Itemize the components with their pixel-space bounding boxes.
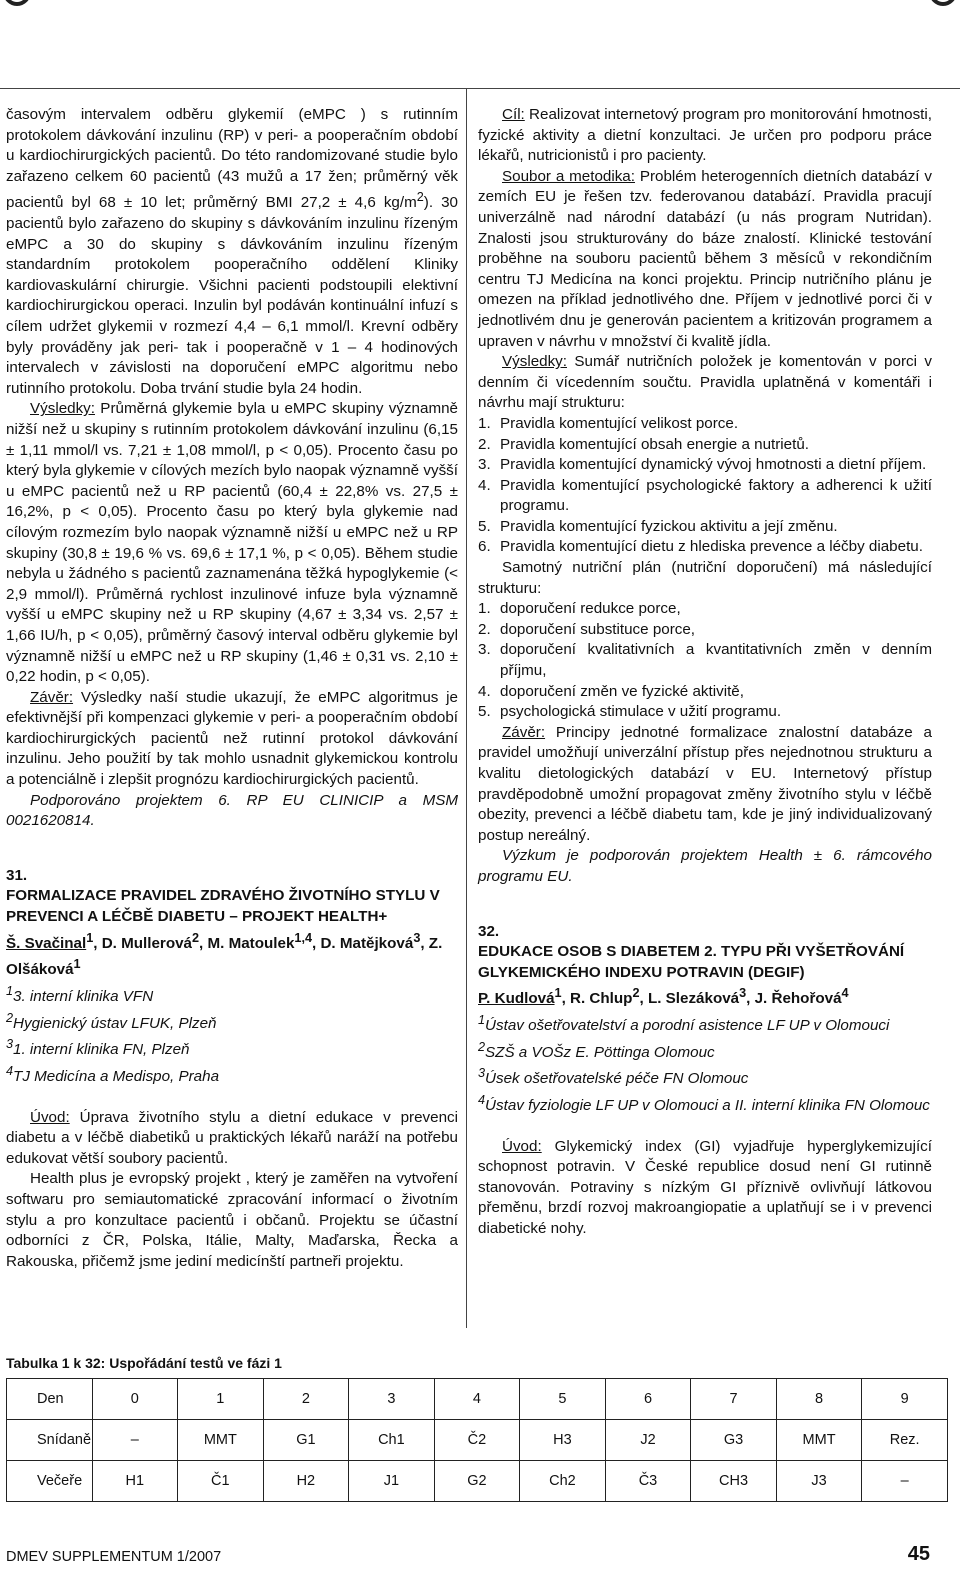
right-column (478, 105, 932, 1240)
table-cell: H1 (92, 1461, 178, 1502)
support-note: Podporováno projektem 6. RP EU CLINICIP a MSM 0021620814. (6, 791, 458, 830)
abstract-32-authors: P. Kudlová$^1$, R. Chlup$^2$, L. Slezáková$^3$, J. Řehořová$^4$ (478, 986, 849, 1008)
list-item: 1. doporučení redukce porce, (478, 600, 681, 618)
abstract-31-number: 31. (6, 866, 28, 884)
conclusion-label: Závěr: (30, 688, 74, 706)
table-cell: – (862, 1461, 948, 1502)
abstract-32-intro: Úvod: Glykemický index (GI) vyjadřuje hyperglykemizující schopnost potravin. V České republice dosud není GI rutinně stanovován. Potraviny s nízkým GI příznivě ovlivňují látkovou přeměnu, brzdí rozvoj makroangiopatie a uplatňují se i v prevenci diabetické nohy. (478, 1137, 932, 1237)
list-item: 2. doporučení substituce porce, (478, 620, 696, 638)
abstract-31-paragraph-2: Health plus je evropský projekt , který je zaměřen na vytvoření softwaru pro semiautomatické zpracování informací o životním stylu a pro konzultace pacientů i občanů. Projektu se účastní odborníci z ČR, Polska, Itálie, Malty, Maďarska, Řecka a Rakouska, přičemž jsme jediní medicínští partneři projektu. (6, 1170, 458, 1270)
table-cell: G1 (263, 1420, 349, 1461)
table-row (7, 1420, 948, 1461)
journal-footer: DMEV SUPPLEMENTUM 1/2007 (6, 1549, 222, 1565)
table-cell: J2 (605, 1420, 691, 1461)
table-cell: 2 (263, 1379, 349, 1420)
table-cell: 1 (178, 1379, 264, 1420)
affiliation: $^1$3. interní klinika VFN (6, 983, 154, 1005)
table-cell: Č1 (178, 1461, 264, 1502)
table-cell: 3 (349, 1379, 435, 1420)
plan-list (478, 599, 932, 723)
list-item: 5. Pravidla komentující fyzickou aktivitu a její změnu. (478, 517, 838, 535)
plan-intro: Samotný nutriční plán (nutriční doporučení) má následující strukturu: (478, 559, 932, 597)
affiliation: $^2$Hygienický ústav LFUK, Plzeň (6, 1010, 217, 1032)
table-cell: Rez. (862, 1420, 948, 1461)
list-item: 3. Pravidla komentující dynamický vývoj hmotnosti a dietní příjem. (478, 456, 927, 474)
affiliation: $^1$Ústav ošetřovatelství a porodní asistence LF UP v Olomouci (478, 1013, 890, 1035)
conclusion-paragraph: Závěr: Principy jednotné formalizace znalostní databáze a pravidel umožňují univerzální přístup přes nejednotnou strukturu a kvalitu dietologických databází v EU. Internetový přístup pravděpodobně umožní propagovat změny životního stylu v léčbě obezity, prevenci a léčbě diabetu tam, kde je jiný individualizovaný postup nereálný. (478, 723, 932, 844)
table-cell: G3 (691, 1420, 777, 1461)
table-cell: Ch2 (520, 1461, 606, 1502)
table-cell: 9 (862, 1379, 948, 1420)
results-paragraph: Výsledky: Sumář nutričních položek je komentován v porci v denním či vícedenním součtu. Pravidla uplatněná v komentáři i návrhu mají strukturu: (478, 353, 932, 412)
affiliation: $^3$Úsek ošetřovatelské péče FN Olomouc (478, 1066, 749, 1088)
left-column (6, 105, 458, 1272)
corner-binding-mark-right (926, 0, 960, 12)
list-item: 4. Pravidla komentující psychologické faktory a adherenci k užití programu. (478, 476, 932, 515)
affiliation: $^4$TJ Medicína a Medispo, Praha (6, 1063, 220, 1085)
methods-paragraph: Soubor a metodika: Problém heterogenních dietních databází v zemích EU je řešen tzv. federovanou databází. Pravidla pracují univerzálně nad národní databází (u nás program Nutridan). Znalosti jsou strukturovány do báze znalostí. Klinické testování proběhne na souboru pacientů během 3 měsíců v rekondičním centru TJ Medicína na konci projektu. Princip nutričního plánu je omezen na příklad jednotlivého dne. Příjem v jednotlivé porci či v jednotlivém dnu je generován pacientem a kritizován programem a upraven v návrhu v množství či kvalitě jídla. (478, 167, 932, 350)
table-row (7, 1379, 948, 1420)
list-item: 2. Pravidla komentující obsah energie a nutrietů. (478, 435, 809, 453)
page-number: 45 (907, 1543, 930, 1565)
top-rule (0, 88, 960, 89)
conclusion-paragraph: Závěr: Výsledky naší studie ukazují, že eMPC algoritmus je efektivnější při kompenzaci glykemie v peri- a pooperačním období kardiochirurgických pacientů než rutinní protokol dávkování inzulinu. Jeho použití by tak mohlo usnadnit glykemickou kontrolu a potenciálně i zlepšit prognózu kardiochirurgických pacientů. (6, 688, 458, 789)
table-cell: Den (7, 1379, 93, 1420)
abstract-32-title: EDUKACE OSOB S DIABETEM 2. TYPU PŘI VYŠETŘOVÁNÍ GLYKEMICKÉHO INDEXU POTRAVIN (DEGIF) (478, 943, 905, 981)
affiliation: $^2$SZŠ a VOŠz E. Pöttinga Olomouc (478, 1039, 715, 1061)
table-cell: Č2 (434, 1420, 520, 1461)
table-cell: 8 (776, 1379, 862, 1420)
table-cell: MMT (776, 1420, 862, 1461)
test-schedule-table (6, 1378, 948, 1502)
affiliation: $^4$Ústav fyziologie LF UP v Olomouci a II. interní klinika FN Olomouc (478, 1092, 930, 1115)
table-cell: 6 (605, 1379, 691, 1420)
table-cell: 7 (691, 1379, 777, 1420)
table-cell: 5 (520, 1379, 606, 1420)
table-cell: J3 (776, 1461, 862, 1502)
table-cell: – (92, 1420, 178, 1461)
table-cell: H3 (520, 1420, 606, 1461)
abstract-31-intro: Úvod: Úprava životního stylu a dietní edukace v prevenci diabetu a v léčbě diabetiků u praktických lékařů naráží na potřebu edukovat větší soubory pacientů. (6, 1108, 458, 1167)
abstract-32-number: 32. (478, 922, 500, 940)
table-cell: J1 (349, 1461, 435, 1502)
table-cell: Snídaně (7, 1420, 93, 1461)
methods-paragraph: časovým intervalem odběru glykemií (eMPC ) s rutinním protokolem dávkování inzulinu (RP) v peri- a pooperačním období u kardiochirurgických pacientů. Do této randomizované studie bylo zařazeno celkem 60 pacientů (43 mužů a 17 žen; průměrný věk pacientů byl 68 ± 10 let; průměrný BMI 27,2 ± 4,6 $kg/m^2$). 30 pacientů bylo zařazeno do skupiny s dávkováním inzulinu řízeným eMPC a 30 do skupiny s dávkováním inzulinu řízeným standardním protokolem pooperačního oddělení Kliniky kardiovaskulární chirurgie. Všichni pacienti podstoupili elektivní kardiochirurgickou operaci. Inzulin byl podáván kontinuální infuzí s cílem udržet glykemii v rozmezí 4,4 – 6,1 mmol/l. Krevní odběry byly prováděny jak peri- tak i pooperačně v 1 – 4 hodinových intervalech v závislosti na doporučení eMPC algoritmu nebo rutinního protokolu. Doba trvání studie byla 24 hodin. (6, 106, 459, 397)
table-cell: 4 (434, 1379, 520, 1420)
table-cell: MMT (178, 1420, 264, 1461)
rules-list (478, 414, 932, 558)
table-caption: Tabulka 1 k 32: Uspořádání testů ve fázi 1 (6, 1355, 282, 1371)
corner-binding-mark-left (0, 0, 34, 12)
table-cell: H2 (263, 1461, 349, 1502)
table-row (7, 1461, 948, 1502)
table-cell: 0 (92, 1379, 178, 1420)
aim-paragraph: Cíl: Realizovat internetový program pro monitorování hmotnosti, fyzické aktivity a dietní konzultaci. Je určen pro podporu práce lékařů, nutricionistů i pro pacienty. (478, 106, 932, 165)
list-item: 3. doporučení kvalitativních a kvantitativních změn v denním příjmu, (478, 641, 932, 680)
results-label: Výsledky: (30, 400, 95, 418)
list-item: 4. doporučení změn ve fyzické aktivitě, (478, 682, 744, 700)
abstract-31-authors: Š. Svačinal$^1$, D. Mullerová$^2$, M. Matoulek$^{1,4}$, D. Matějková$^3$, Z. Olšáková$^1$ (6, 930, 443, 979)
list-item: 1. Pravidla komentující velikost porce. (478, 414, 739, 432)
support-note: Výzkum je podporován projektem Health ± 6. rámcového programu EU. (478, 847, 932, 885)
list-item: 5. psychologická stimulace v užití programu. (478, 703, 782, 721)
affiliation: $^3$1. interní klinika FN, Plzeň (6, 1037, 190, 1059)
table-cell: CH3 (691, 1461, 777, 1502)
abstract-31-title: FORMALIZACE PRAVIDEL ZDRAVÉHO ŽIVOTNÍHO STYLU V PREVENCI A LÉČBĚ DIABETU – PROJEKT HEALTH+ (6, 887, 440, 926)
table-cell: Večeře (7, 1461, 93, 1502)
table-cell: Č3 (605, 1461, 691, 1502)
results-paragraph: Výsledky: Průměrná glykemie byla u eMPC skupiny významně nižší než u skupiny s rutinním protokolem dávkování inzulinu (6,15 ± 1,11 mmol/l vs. 7,21 ± 1,08 mmol/l, p < 0,05). Procento času po který byla glykemie v cílových mezích bylo naopak významně vyšší u eMPC pacientů než u RP pacientů (60,4 ± 22,8% vs. 27,5 ± 16,2%, p < 0,05). Procento času po který byla glykemie nad cílovým rozmezím bylo naopak významně nižší u eMPC než u RP skupiny (30,8 ± 19,6 % vs. 69,6 ± 17,1 %, p < 0,05). Během studie nebyla u žádného s pacientů zaznamenána těžká hypoglykemie (< 2,9 mmol/l). Průměrná rychlost inzulinové infuze byla významně vyšší u eMPC skupiny než u RP skupiny (4,67 ± 3,34 vs. 2,57 ± 1,66 IU/h, p < 0,05), průměrný časový interval odběru glykemie byl významně nižší u eMPC než u RP skupiny (1,46 ± 0,31 vs. 2,10 ± 0,22 hodin, p < 0,05). (6, 400, 458, 686)
column-divider (466, 88, 467, 1328)
table-cell: G2 (434, 1461, 520, 1502)
table-cell: Ch1 (349, 1420, 435, 1461)
list-item: 6. Pravidla komentující dietu z hlediska prevence a léčby diabetu. (478, 538, 923, 556)
